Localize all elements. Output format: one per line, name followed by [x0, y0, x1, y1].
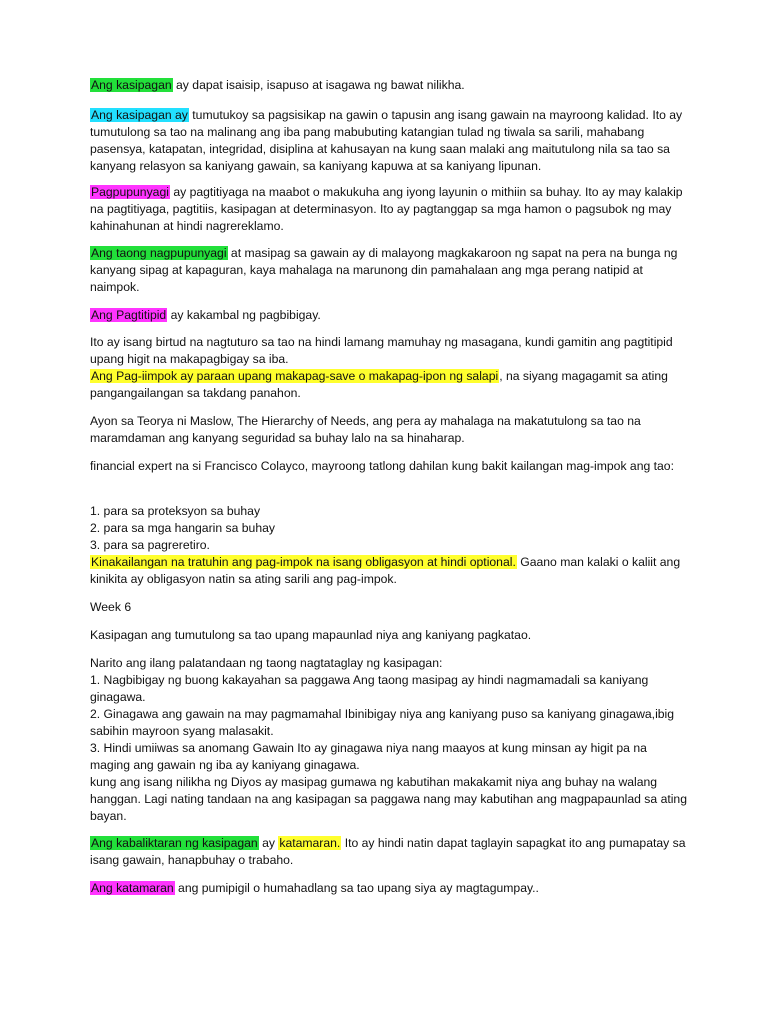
week-heading — [90, 599, 690, 616]
highlight-green: Ang taong nagpupunyagi — [91, 246, 227, 260]
paragraph-kasipagan-pagkatao — [90, 627, 690, 644]
paragraph-text: Gaano man kalaki o kaliit ang kinikita ay obligasyon natin sa ating sarili ang pag-impok. — [90, 555, 681, 586]
paragraph-text: ay pagtitiyaga na maabot o makukuha ang iyong layunin o mithiin sa buhay. Ito ay may kalakip na pagtitiyaga, pagtitiis, kasipagan at determinasyon. Ito ay pagtanggap sa mga hamon o pagsubok ng may kahinahunan at hindi nagrereklamo. — [90, 185, 683, 233]
highlight-magenta: Ang Pagtitipid — [91, 308, 167, 322]
paragraph-text: ang pumipigil o humahadlang sa tao upang siya ay magtagumpay.. — [174, 881, 539, 895]
list-item: 1. para sa proteksyon sa buhay — [90, 504, 261, 518]
paragraph-text: Ito ay hindi natin dapat taglayin sapagkat ito ang pumapatay sa isang gawain, hanapbuhay o trabaho. — [90, 836, 686, 867]
paragraph-kasipagan-definition — [90, 107, 690, 175]
paragraph-kasipagan-intro — [90, 77, 690, 94]
paragraph-text: at masipag sa gawain ay di malayong magkakaroon ng sapat na pera na bunga ng kanyang sipag at kapaguran, kaya mahalaga na marunong din pamahalaan ang mga perang natipid at naimpok. — [90, 246, 678, 294]
highlight-yellow: Ang Pag-iimpok ay paraan upang makapag-save o makapag-ipon ng salapi — [91, 369, 499, 383]
paragraph-colayco — [90, 458, 690, 475]
paragraph-text: Narito ang ilang palatandaan ng taong nagtataglay ng kasipagan: — [90, 656, 443, 670]
paragraph-palatandaan — [90, 655, 690, 825]
paragraph-text: , na siyang magagamit sa ating pangangailangan sa takdang panahon. — [90, 369, 668, 400]
paragraph-katamaran — [90, 880, 690, 897]
paragraph-pagpupunyagi — [90, 184, 690, 235]
paragraph-text: ay — [258, 836, 279, 850]
paragraph-taong-nagpupunyagi — [90, 245, 690, 296]
paragraph-maslow — [90, 413, 690, 447]
highlight-magenta: Ang katamaran — [91, 881, 174, 895]
list-item: 3. para sa pagreretiro. — [90, 538, 210, 552]
list-item: 1. Nagbibigay ng buong kakayahan sa paggawa Ang taong masipag ay hindi nagmamadali sa kaniyang ginagawa. — [90, 673, 649, 704]
paragraph-pagtitipid — [90, 307, 690, 324]
week-label: Week 6 — [90, 600, 132, 614]
paragraph-text: Ito ay isang birtud na nagtuturo sa tao na hindi lamang mamuhay ng masagana, kundi gamitin ang pagtitipid upang higit na makapagbigay sa iba. — [90, 335, 673, 366]
paragraph-birtud-pag-iimpok — [90, 334, 690, 402]
highlight-green: Ang kasipagan — [91, 78, 172, 92]
list-item: 2. para sa mga hangarin sa buhay — [90, 521, 275, 535]
paragraph-text: Kasipagan ang tumutulong sa tao upang mapaunlad niya ang kaniyang pagkatao. — [90, 628, 532, 642]
paragraph-text: ay kakambal ng pagbibigay. — [167, 308, 321, 322]
highlight-cyan: Ang kasipagan ay — [91, 108, 188, 122]
paragraph-text: ay dapat isaisip, isapuso at isagawa ng bawat nilikha. — [172, 78, 465, 92]
paragraph-katamaran-kabaliktaran — [90, 835, 690, 869]
paragraph-text: kung ang isang nilikha ng Diyos ay masipag gumawa ng kabutihan makakamit niya ang buhay na walang hanggan. Lagi nating tandaan na ang kasipagan sa paggawa nang may kabutihan ang magpapaunlad sa ating bayan. — [90, 775, 687, 823]
paragraph-text: tumutukoy sa pagsisikap na gawin o tapusin ang isang gawain na mayroong kalidad. Ito ay tumutulong sa tao na malinang ang iba pang mabubuting katangian tulad ng tiwala sa sarili, mahabang pasensya, katapatan, integridad, disiplina at kahusayan na kung saan malaki ang maitutulong nila sa tao sa kanyang relasyon sa kaniyang gawain, sa kaniyang kapuwa at sa kaniyang lipunan. — [90, 108, 683, 173]
paragraph-text: Ayon sa Teorya ni Maslow, The Hierarchy of Needs, ang pera ay mahalaga na makatutulong sa tao na maramdaman ang kanyang seguridad sa buhay lalo na sa hinaharap. — [90, 414, 641, 445]
highlight-green: Ang kabaliktaran ng kasipagan — [91, 836, 258, 850]
paragraph-text: financial expert na si Francisco Colayco, mayroong tatlong dahilan kung bakit kailangan mag-impok ang tao: — [90, 459, 674, 473]
list-item: 3. Hindi umiiwas sa anomang Gawain Ito ay ginagawa niya nang maayos at kung minsan ay higit pa na maging ang gawain ng iba ay kaniyang ginagawa. — [90, 741, 647, 772]
highlight-yellow: Kinakailangan na tratuhin ang pag-impok na isang obligasyon at hindi optional. — [91, 555, 516, 569]
paragraph-reasons-list — [90, 503, 690, 588]
highlight-magenta: Pagpupunyagi — [91, 185, 169, 199]
highlight-yellow: katamaran. — [279, 836, 341, 850]
list-item: 2. Ginagawa ang gawain na may pagmamahal Ibinibigay niya ang kaniyang puso sa kaniyang ginagawa,ibig sabihin mayroon syang malasakit. — [90, 707, 675, 738]
